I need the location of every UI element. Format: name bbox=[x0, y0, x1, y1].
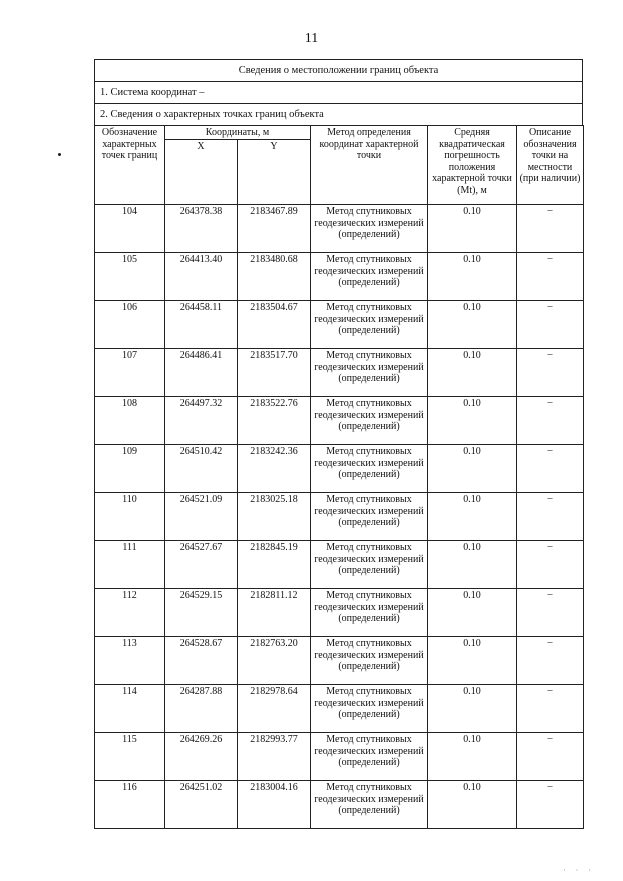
stray-dot-mark bbox=[58, 153, 61, 156]
method-cell: Метод спутниковых геодезических измерений (определений) bbox=[311, 397, 428, 445]
method-cell: Метод спутниковых геодезических измерений (определений) bbox=[311, 637, 428, 685]
section-coordinate-system: 1. Система координат – bbox=[94, 81, 583, 103]
y-coordinate-cell: 2183517.70 bbox=[238, 349, 311, 397]
point-cell: 109 bbox=[95, 445, 165, 493]
col-header-description: Описание обозначения точки на местности (при наличии) bbox=[517, 126, 584, 205]
method-cell: Метод спутниковых геодезических измерений (определений) bbox=[311, 493, 428, 541]
point-cell: 112 bbox=[95, 589, 165, 637]
table-row bbox=[95, 397, 584, 445]
col-header-point: Обозначение характерных точек границ bbox=[95, 126, 165, 205]
table-row bbox=[95, 445, 584, 493]
description-cell: – bbox=[517, 445, 584, 493]
description-cell: – bbox=[517, 589, 584, 637]
table-row bbox=[95, 205, 584, 253]
y-coordinate-cell: 2183242.36 bbox=[238, 445, 311, 493]
table-row bbox=[95, 589, 584, 637]
x-coordinate-cell: 264510.42 bbox=[165, 445, 238, 493]
accuracy-cell: 0.10 bbox=[428, 781, 517, 829]
method-cell: Метод спутниковых геодезических измерений (определений) bbox=[311, 349, 428, 397]
accuracy-cell: 0.10 bbox=[428, 541, 517, 589]
description-cell: – bbox=[517, 253, 584, 301]
x-coordinate-cell: 264269.26 bbox=[165, 733, 238, 781]
accuracy-cell: 0.10 bbox=[428, 445, 517, 493]
point-cell: 111 bbox=[95, 541, 165, 589]
y-coordinate-cell: 2183504.67 bbox=[238, 301, 311, 349]
section-characteristic-points: 2. Сведения о характерных точках границ объекта bbox=[94, 103, 583, 125]
method-cell: Метод спутниковых геодезических измерений (определений) bbox=[311, 445, 428, 493]
point-cell: 107 bbox=[95, 349, 165, 397]
description-cell: – bbox=[517, 349, 584, 397]
x-coordinate-cell: 264378.38 bbox=[165, 205, 238, 253]
x-coordinate-cell: 264521.09 bbox=[165, 493, 238, 541]
accuracy-cell: 0.10 bbox=[428, 349, 517, 397]
points-table bbox=[94, 125, 584, 829]
method-cell: Метод спутниковых геодезических измерений (определений) bbox=[311, 685, 428, 733]
description-cell: – bbox=[517, 781, 584, 829]
point-cell: 115 bbox=[95, 733, 165, 781]
method-cell: Метод спутниковых геодезических измерений (определений) bbox=[311, 781, 428, 829]
description-cell: – bbox=[517, 733, 584, 781]
table-row bbox=[95, 637, 584, 685]
x-coordinate-cell: 264458.11 bbox=[165, 301, 238, 349]
point-cell: 106 bbox=[95, 301, 165, 349]
scan-artifact-dots: · · · bbox=[563, 866, 595, 875]
table-row bbox=[95, 493, 584, 541]
description-cell: – bbox=[517, 301, 584, 349]
accuracy-cell: 0.10 bbox=[428, 253, 517, 301]
point-cell: 108 bbox=[95, 397, 165, 445]
accuracy-cell: 0.10 bbox=[428, 733, 517, 781]
table-row bbox=[95, 349, 584, 397]
col-header-coordinates: Координаты, м bbox=[165, 126, 311, 140]
point-cell: 116 bbox=[95, 781, 165, 829]
description-cell: – bbox=[517, 205, 584, 253]
y-coordinate-cell: 2182763.20 bbox=[238, 637, 311, 685]
y-coordinate-cell: 2182811.12 bbox=[238, 589, 311, 637]
col-header-y: Y bbox=[238, 140, 311, 205]
x-coordinate-cell: 264287.88 bbox=[165, 685, 238, 733]
description-cell: – bbox=[517, 637, 584, 685]
description-cell: – bbox=[517, 541, 584, 589]
description-cell: – bbox=[517, 397, 584, 445]
col-header-method: Метод определения координат характерной точки bbox=[311, 126, 428, 205]
x-coordinate-cell: 264528.67 bbox=[165, 637, 238, 685]
col-header-x: X bbox=[165, 140, 238, 205]
accuracy-cell: 0.10 bbox=[428, 493, 517, 541]
point-cell: 105 bbox=[95, 253, 165, 301]
y-coordinate-cell: 2182845.19 bbox=[238, 541, 311, 589]
table-row bbox=[95, 253, 584, 301]
table-row bbox=[95, 541, 584, 589]
table-row bbox=[95, 301, 584, 349]
y-coordinate-cell: 2182993.77 bbox=[238, 733, 311, 781]
x-coordinate-cell: 264527.67 bbox=[165, 541, 238, 589]
col-header-accuracy: Средняя квадратическая погрешность положения характерной точки (Mt), м bbox=[428, 126, 517, 205]
x-coordinate-cell: 264529.15 bbox=[165, 589, 238, 637]
page-number: 11 bbox=[304, 31, 319, 46]
method-cell: Метод спутниковых геодезических измерений (определений) bbox=[311, 301, 428, 349]
method-cell: Метод спутниковых геодезических измерений (определений) bbox=[311, 589, 428, 637]
description-cell: – bbox=[517, 685, 584, 733]
y-coordinate-cell: 2183025.18 bbox=[238, 493, 311, 541]
y-coordinate-cell: 2183522.76 bbox=[238, 397, 311, 445]
point-cell: 113 bbox=[95, 637, 165, 685]
method-cell: Метод спутниковых геодезических измерений (определений) bbox=[311, 253, 428, 301]
x-coordinate-cell: 264486.41 bbox=[165, 349, 238, 397]
table-row bbox=[95, 685, 584, 733]
y-coordinate-cell: 2183480.68 bbox=[238, 253, 311, 301]
x-coordinate-cell: 264413.40 bbox=[165, 253, 238, 301]
y-coordinate-cell: 2182978.64 bbox=[238, 685, 311, 733]
table-row bbox=[95, 733, 584, 781]
accuracy-cell: 0.10 bbox=[428, 205, 517, 253]
method-cell: Метод спутниковых геодезических измерений (определений) bbox=[311, 733, 428, 781]
points-table-body bbox=[95, 205, 584, 829]
accuracy-cell: 0.10 bbox=[428, 637, 517, 685]
y-coordinate-cell: 2183004.16 bbox=[238, 781, 311, 829]
point-cell: 110 bbox=[95, 493, 165, 541]
description-cell: – bbox=[517, 493, 584, 541]
method-cell: Метод спутниковых геодезических измерений (определений) bbox=[311, 541, 428, 589]
x-coordinate-cell: 264251.02 bbox=[165, 781, 238, 829]
accuracy-cell: 0.10 bbox=[428, 301, 517, 349]
accuracy-cell: 0.10 bbox=[428, 589, 517, 637]
accuracy-cell: 0.10 bbox=[428, 685, 517, 733]
y-coordinate-cell: 2183467.89 bbox=[238, 205, 311, 253]
point-cell: 104 bbox=[95, 205, 165, 253]
accuracy-cell: 0.10 bbox=[428, 397, 517, 445]
method-cell: Метод спутниковых геодезических измерений (определений) bbox=[311, 205, 428, 253]
document-title: Сведения о местоположении границ объекта bbox=[94, 59, 583, 81]
table-row bbox=[95, 781, 584, 829]
point-cell: 114 bbox=[95, 685, 165, 733]
boundary-info-sheet bbox=[94, 59, 583, 829]
x-coordinate-cell: 264497.32 bbox=[165, 397, 238, 445]
